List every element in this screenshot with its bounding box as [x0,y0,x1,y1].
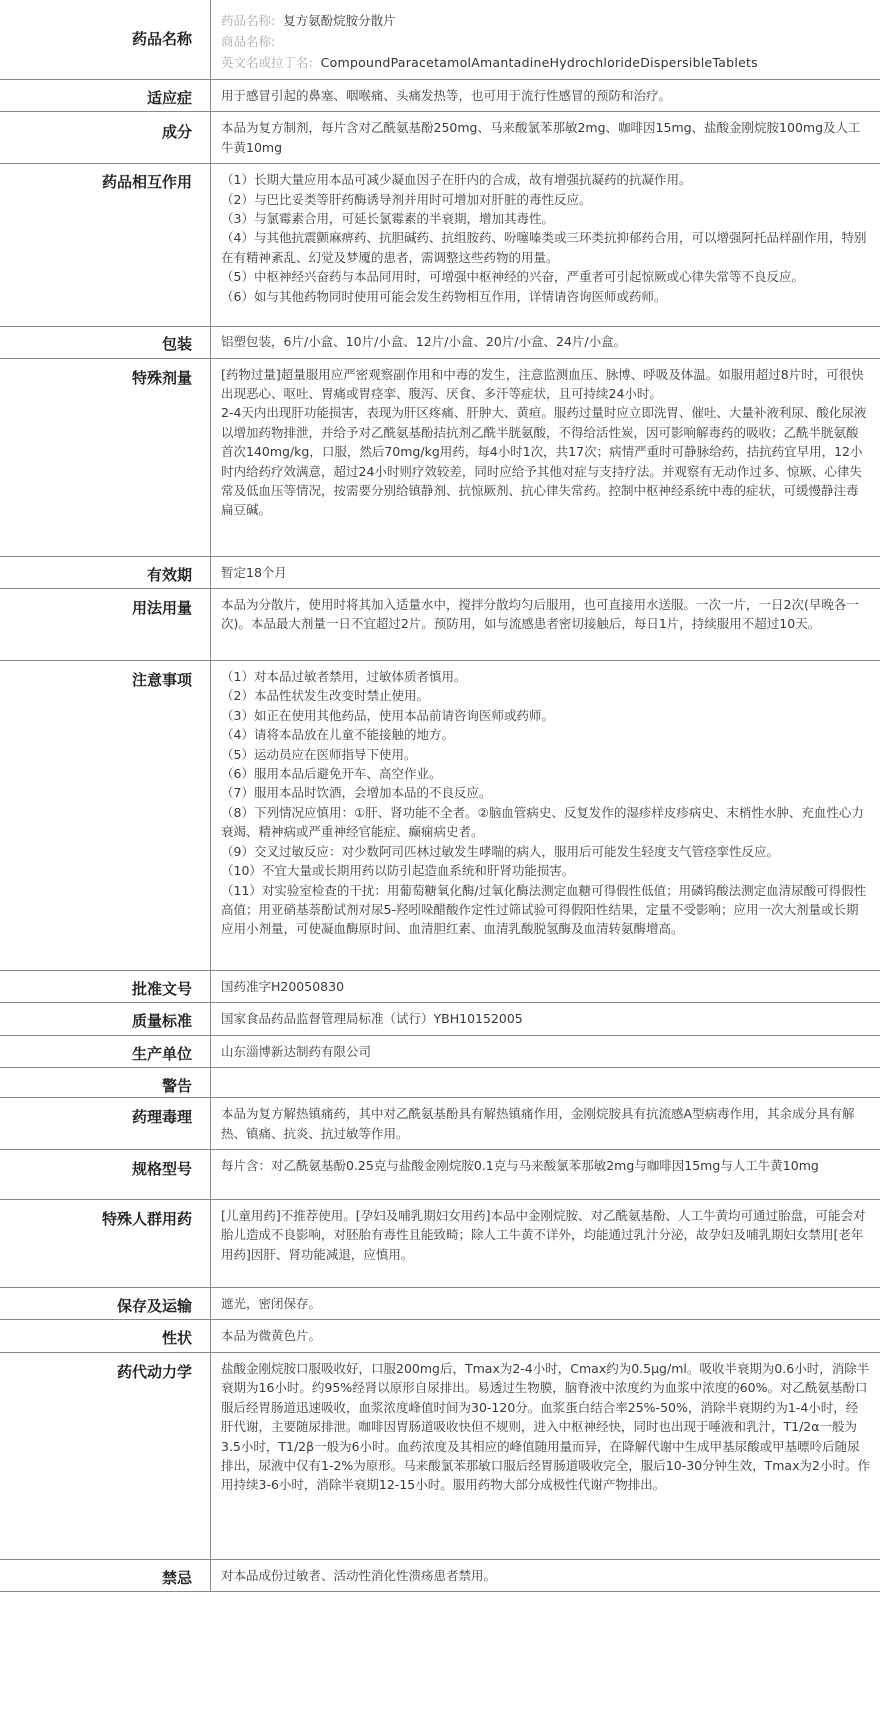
label-spec: 规格型号 [0,1150,211,1200]
trade-name-line [221,31,870,52]
label-pharmacokinetics: 药代动力学 [0,1352,211,1559]
generic-name-value: 复方氨酚烷胺分散片 [283,13,396,28]
content-warning [211,1068,880,1098]
precaution-item: （10）不宜大量或长期用药以防引起造血系统和肝肾功能损害。 [221,863,575,879]
row-usage [0,589,880,661]
content-approval [211,971,880,1003]
row-ingredients [0,112,880,164]
row-appearance [0,1320,880,1352]
precaution-item: （7）服用本品时饮酒，会增加本品的不良反应。 [221,785,492,801]
interaction-item: （1）长期大量应用本品可减少凝血因子在肝内的合成，故有增强抗凝药的抗凝作用。 [221,172,692,188]
row-special-dosage [0,358,880,556]
row-validity [0,556,880,588]
content-appearance [211,1320,880,1352]
special-dosage-paragraph: [药物过量]超量服用应严密观察副作用和中毒的发生，注意监测血压、脉博、呼吸及体温。如服用超过8片时，可很快出现恶心、呕吐、胃痛或胃痉挛、腹泻、厌食、多汗等症状，且可持续24小时。 [221,366,864,402]
content-indications [211,80,880,112]
content-standard [211,1003,880,1035]
label-name: 药品名称 [0,0,211,80]
precaution-item: （4）请将本品放在儿童不能接触的地方。 [221,727,454,743]
label-special-dosage: 特殊剂量 [0,358,211,556]
standard-text: 国家食品药品监督管理局标准（试行）YBH10152005 [221,1011,523,1027]
row-approval [0,971,880,1003]
interaction-item: （6）如与其他药物同时使用可能会发生药物相互作用，详情请咨询医师或药师。 [221,288,667,304]
content-manufacturer [211,1035,880,1067]
special-dosage-paragraph: 2-4天内出现肝功能损害，表现为肝区疼痛、肝肿大、黄疸。服药过量时应立即洗胃、催吐、大量补液利尿、酸化尿液以增加药物排泄，并给予对乙酰氨基酚拮抗剂乙酰半胱氨酸，不得给活性炭，因可影响解毒药的吸收；乙酰半胱氨酸首次140mg/kg，口服，然后70mg/kg用药，每4小时1次，共17次；病情严重时可静脉给药，拮抗药宜早用，12小时内给药疗效满意，超过24小时则疗效较差，同时应给予其他对症与支持疗法。并观察有无动作过多、惊厥、心律失常及低血压等情况，按需要分别给镇静剂、抗惊厥剂、抗心律失常药。控制中枢神经系统中毒的症状，可缓慢静注毒扁豆碱。 [221,405,867,518]
spec-text: 每片含：对乙酰氨基酚0.25克与盐酸金刚烷胺0.1克与马来酸氯苯那敏2mg与咖啡因15mg与人工牛黄10mg [221,1158,819,1174]
label-interactions: 药品相互作用 [0,164,211,327]
package-text: 铝塑包装，6片/小盒、10片/小盒、12片/小盒、20片/小盒、24片/小盒。 [221,334,627,350]
row-indications [0,80,880,112]
label-indications: 适应症 [0,80,211,112]
interaction-item: （4）与其他抗震颤麻痹药、抗胆碱药、抗组胺药、吩噻嗪类或三环类抗抑郁药合用，可以增强阿托品样副作用，特别在有精神紊乱、幻觉及梦魇的患者，需调整这些药物的用量。 [221,230,867,265]
content-pharmacokinetics [211,1352,880,1559]
precaution-item: （5）运动员应在医师指导下使用。 [221,746,417,762]
content-validity [211,556,880,588]
usage-text: 本品为分散片，使用时将其加入适量水中，搅拌分散均匀后服用，也可直接用水送服。一次一片，一日2次(早晚各一次)。本品最大剂量一日不宜超过2片。预防用，如与流感患者密切接触后，每日1片，持续服用不超过10天。 [221,597,859,632]
row-warning [0,1068,880,1098]
validity-text: 暂定18个月 [221,564,287,580]
row-precautions [0,661,880,971]
label-ingredients: 成分 [0,112,211,164]
label-appearance: 性状 [0,1320,211,1352]
precaution-item: （9）交叉过敏反应：对少数阿司匹林过敏发生哮喘的病人，服用后可能发生轻度支气管痉挛性反应。 [221,843,779,859]
precaution-item: （1）对本品过敏者禁用，过敏体质者慎用。 [221,669,467,685]
label-pharmacology: 药理毒理 [0,1098,211,1150]
label-usage: 用法用量 [0,589,211,661]
label-storage: 保存及运输 [0,1288,211,1320]
row-special-groups [0,1200,880,1288]
content-usage [211,589,880,661]
row-name [0,0,880,80]
row-standard [0,1003,880,1035]
pharmacology-text: 本品为复方解热镇痛药，其中对乙酰氨基酚具有解热镇痛作用，金刚烷胺具有抗流感A型病毒作用，其余成分具有解热、镇痛、抗炎、抗过敏等作用。 [221,1106,855,1141]
row-storage [0,1288,880,1320]
label-warning: 警告 [0,1068,211,1098]
precaution-item: （3）如正在使用其他药品，使用本品前请咨询医师或药师。 [221,707,554,723]
label-precautions: 注意事项 [0,661,211,971]
content-spec [211,1150,880,1200]
precaution-item: （6）服用本品后避免开车、高空作业。 [221,766,442,782]
row-pharmacology [0,1098,880,1150]
content-package [211,327,880,358]
label-contraindications: 禁忌 [0,1559,211,1591]
row-manufacturer [0,1035,880,1067]
appearance-text: 本品为微黄色片。 [221,1328,322,1344]
english-name-value: CompoundParacetamolAmantadineHydrochlorideDispersibleTablets [320,55,758,70]
row-pharmacokinetics [0,1352,880,1559]
ingredients-text: 本品为复方制剂，每片含对乙酰氨基酚250mg、马来酸氯苯那敏2mg、咖啡因15mg、盐酸金刚烷胺100mg及人工牛黄10mg [221,120,861,155]
english-name-label: 英文名或拉丁名: [221,55,313,70]
label-special-groups: 特殊人群用药 [0,1200,211,1288]
trade-name-label: 商品名称: [221,34,276,49]
content-special-dosage [211,358,880,556]
storage-text: 遮光，密闭保存。 [221,1296,322,1312]
pharmacokinetics-text: 盐酸金刚烷胺口服吸收好，口服200mg后，Tmax为2-4小时，Cmax约为0.5μg/ml。吸收半衰期为0.6小时，消除半衰期为16小时。约95%经肾以原形自尿排出。易透过生物膜，脑脊液中浓度约为血浆中浓度的60%。对乙酰氨基酚口服后经胃肠道迅速吸收，血浆浓度峰值时间为30-120分。血浆蛋白结合率25%-50%，消除半衰期约为1-4小时，经肝代谢，主要随尿排泄。咖啡因胃肠道吸收快但不规则，进入中枢神经快，同时也出现于唾液和乳汁，T1/2α一般为3.5小时，T1/2β一般为6小时。血药浓度及其相应的峰值随用量而异，在降解代谢中生成甲基尿酸或甲基嘌呤后随尿排出，尿液中仅有1-2%为原形。马来酸氯苯那敏口服后经胃肠道吸收完全，服后10-30分钟生效，Tmax为2小时。作用持续3-6小时，消除半衰期12-15小时。服用药物大部分成极性代谢产物排出。 [221,1360,870,1493]
label-validity: 有效期 [0,556,211,588]
approval-text: 国药准字H20050830 [221,979,345,995]
english-name-line [221,52,870,73]
manufacturer-text: 山东淄博新达制药有限公司 [221,1043,372,1059]
row-interactions [0,164,880,327]
content-special-groups [211,1200,880,1288]
content-precautions [211,661,880,971]
label-approval: 批准文号 [0,971,211,1003]
special-groups-text: [儿童用药]不推荐使用。[孕妇及哺乳期妇女用药]本品中金刚烷胺、对乙酰氨基酚、人工牛黄均可通过胎盘，可能会对胎儿造成不良影响，对胚胎有毒性且能致畸；除人工牛黄不详外，均能通过乳汁分泌，故孕妇及哺乳期妇女禁用[老年用药]因肝、肾功能减退，应慎用。 [221,1208,866,1262]
content-storage [211,1288,880,1320]
precaution-item: （2）本品性状发生改变时禁止使用。 [221,688,429,704]
label-standard: 质量标准 [0,1003,211,1035]
contraindications-text: 对本品成份过敏者、活动性消化性溃疡患者禁用。 [221,1567,497,1583]
precaution-item: （8）下列情况应慎用：①肝、肾功能不全者。②脑血管病史、反复发作的湿疹样皮疹病史、末梢性水肿、充血性心力衰竭、精神病或严重神经官能症、癫痫病史者。 [221,804,864,840]
interaction-item: （2）与巴比妥类等肝药酶诱导剂并用时可增加对肝脏的毒性反应。 [221,191,592,207]
content-pharmacology [211,1098,880,1150]
content-name [211,0,880,80]
generic-name-line [221,10,870,31]
row-spec [0,1150,880,1200]
interaction-item: （3）与氯霉素合用，可延长氯霉素的半衰期，增加其毒性。 [221,211,554,227]
row-contraindications [0,1559,880,1591]
label-manufacturer: 生产单位 [0,1035,211,1067]
interaction-item: （5）中枢神经兴奋药与本品同用时，可增强中枢神经的兴奋，严重者可引起惊厥或心律失常等不良反应。 [221,269,804,285]
row-package [0,327,880,358]
label-package: 包装 [0,327,211,358]
generic-name-label: 药品名称: [221,13,276,28]
content-ingredients [211,112,880,164]
content-contraindications [211,1559,880,1591]
indications-text: 用于感冒引起的鼻塞、咽喉痛、头痛发热等，也可用于流行性感冒的预防和治疗。 [221,88,672,103]
precaution-item: （11）对实验室检查的干扰：用葡萄糖氧化酶/过氧化酶法测定血糖可得假性低值；用磷钨酸法测定血清尿酸可得假性高值；用亚硝基萘酚试剂对尿5-羟吲哚醋酸作定性过筛试验可得假阳性结果，定量不受影响；应用一次大剂量或长期应用小剂量，可使凝血酶原时间、血清胆红素、血清乳酸脱氢酶及血清转氨酶增高。 [221,882,867,937]
content-interactions [211,164,880,327]
